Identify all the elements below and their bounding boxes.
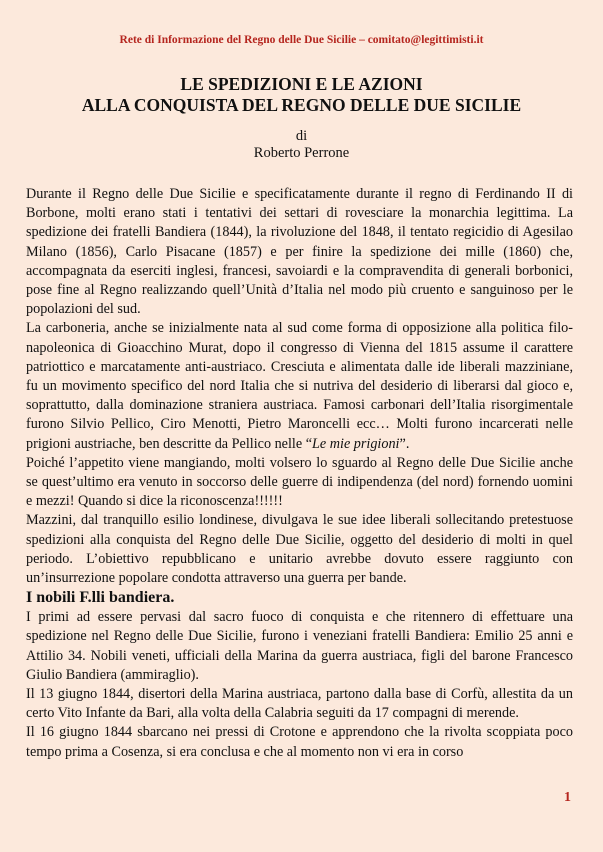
- paragraph-6: Il 13 giugno 1844, disertori della Marina austriaca, partono dalla base di Corfù, allestita da un certo Vito Infante da Bari, alla volta della Calabria seguiti da 17 compagni di merende.: [26, 686, 573, 722]
- title-line-2: ALLA CONQUISTA DEL REGNO DELLE DUE SICILIE: [81, 95, 522, 115]
- author-name: Roberto Perrone: [253, 145, 350, 161]
- paragraph-5: I primi ad essere pervasi dal sacro fuoco di conquista e che ritennero di effettuare una spedizione nel Regno delle Due Sicilie, furono i veneziani fratelli Bandiera: Emilio 25 anni e Attilio 34. Nobili veneti, ufficiali della Marina da guerra austriaca, figli del barone Francesco Giulio Bandiera (ammiraglio).: [26, 609, 573, 683]
- paragraph-7: Il 16 giugno 1844 sbarcano nei pressi di Crotone e apprendono che la rivolta scoppiata poco tempo prima a Cosenza, si era conclusa e che al momento non vi era in corso: [26, 724, 573, 760]
- page-number: 1: [564, 790, 571, 805]
- paragraph-1: Durante il Regno delle Due Sicilie e specificatamente durante il regno di Ferdinando II di Borbone, molti erano stati i tentativi dei settari di rovesciare la monarchia legittima. La spedizione dei fratelli Bandiera (1844), la rivoluzione del 1848, il tentato regicidio di Agesilao Milano (1856), Carlo Pisacane (1857) e per finire la spedizione dei mille (1860) che, accompagnata da eserciti inglesi, francesi, savoiardi e la compravendita di generali borbonici, pose fine al Regno realizzando quell’Unità d’Italia nel modo più cruento e sanguinoso per le popolazioni del sud.: [26, 186, 573, 318]
- byline-di: di: [295, 128, 308, 144]
- byline: [0, 128, 603, 162]
- section-heading: I nobili F.lli bandiera.: [26, 589, 175, 607]
- paragraph-2-text: La carboneria, anche se inizialmente nata al sud come forma di opposizione alla politica filo-napoleonica di Gioacchino Murat, dopo il congresso di Vienna del 1815 assume il carattere patriottico e marcatamente anti-austriaco. Cresciuta e alimentata dalle ide liberali mazziniane, fu un movimento specifico del nord Italia che si nutriva del desiderio di liberarsi dal gioco e, soprattutto, dalla dominazione straniera austriaca. Famosi carbonari dell’Italia risorgimentale furono Silvio Pellico, Ciro Menotti, Pietro Maroncelli ecc… Molti furono incarcerati nelle prigioni austriache, ben descritte da Pellico nelle “: [26, 320, 573, 452]
- book-title: Le mie prigioni: [312, 435, 400, 452]
- body-text: [26, 185, 573, 762]
- document-title: [0, 74, 603, 116]
- title-line-1: LE SPEDIZIONI E LE AZIONI: [180, 74, 423, 94]
- running-header: Rete di Informazione del Regno delle Due Sicilie – comitato@legittimisti.it: [119, 34, 484, 46]
- paragraph-4: Mazzini, dal tranquillo esilio londinese, divulgava le sue idee liberali sollecitando pretestuose spedizioni alla conquista del Regno delle Due Sicilie, oggetto del desiderio di molti in quel periodo. L’obiettivo repubblicano e unitario avrebbe dovuto essere raggiunto con un’insurrezione popolare condotta attraverso una guerra per bande.: [26, 512, 573, 587]
- paragraph-2-end: ”.: [399, 435, 410, 452]
- paragraph-3: Poiché l’appetito viene mangiando, molti volsero lo sguardo al Regno delle Due Sicilie anche se quest’ultimo era venuto in soccorso delle guerre di indipendenza (del nord) fornendo uomini e mezzi! Quando si dice la riconoscenza!!!!!!: [26, 454, 573, 510]
- paragraph-2: [26, 319, 573, 453]
